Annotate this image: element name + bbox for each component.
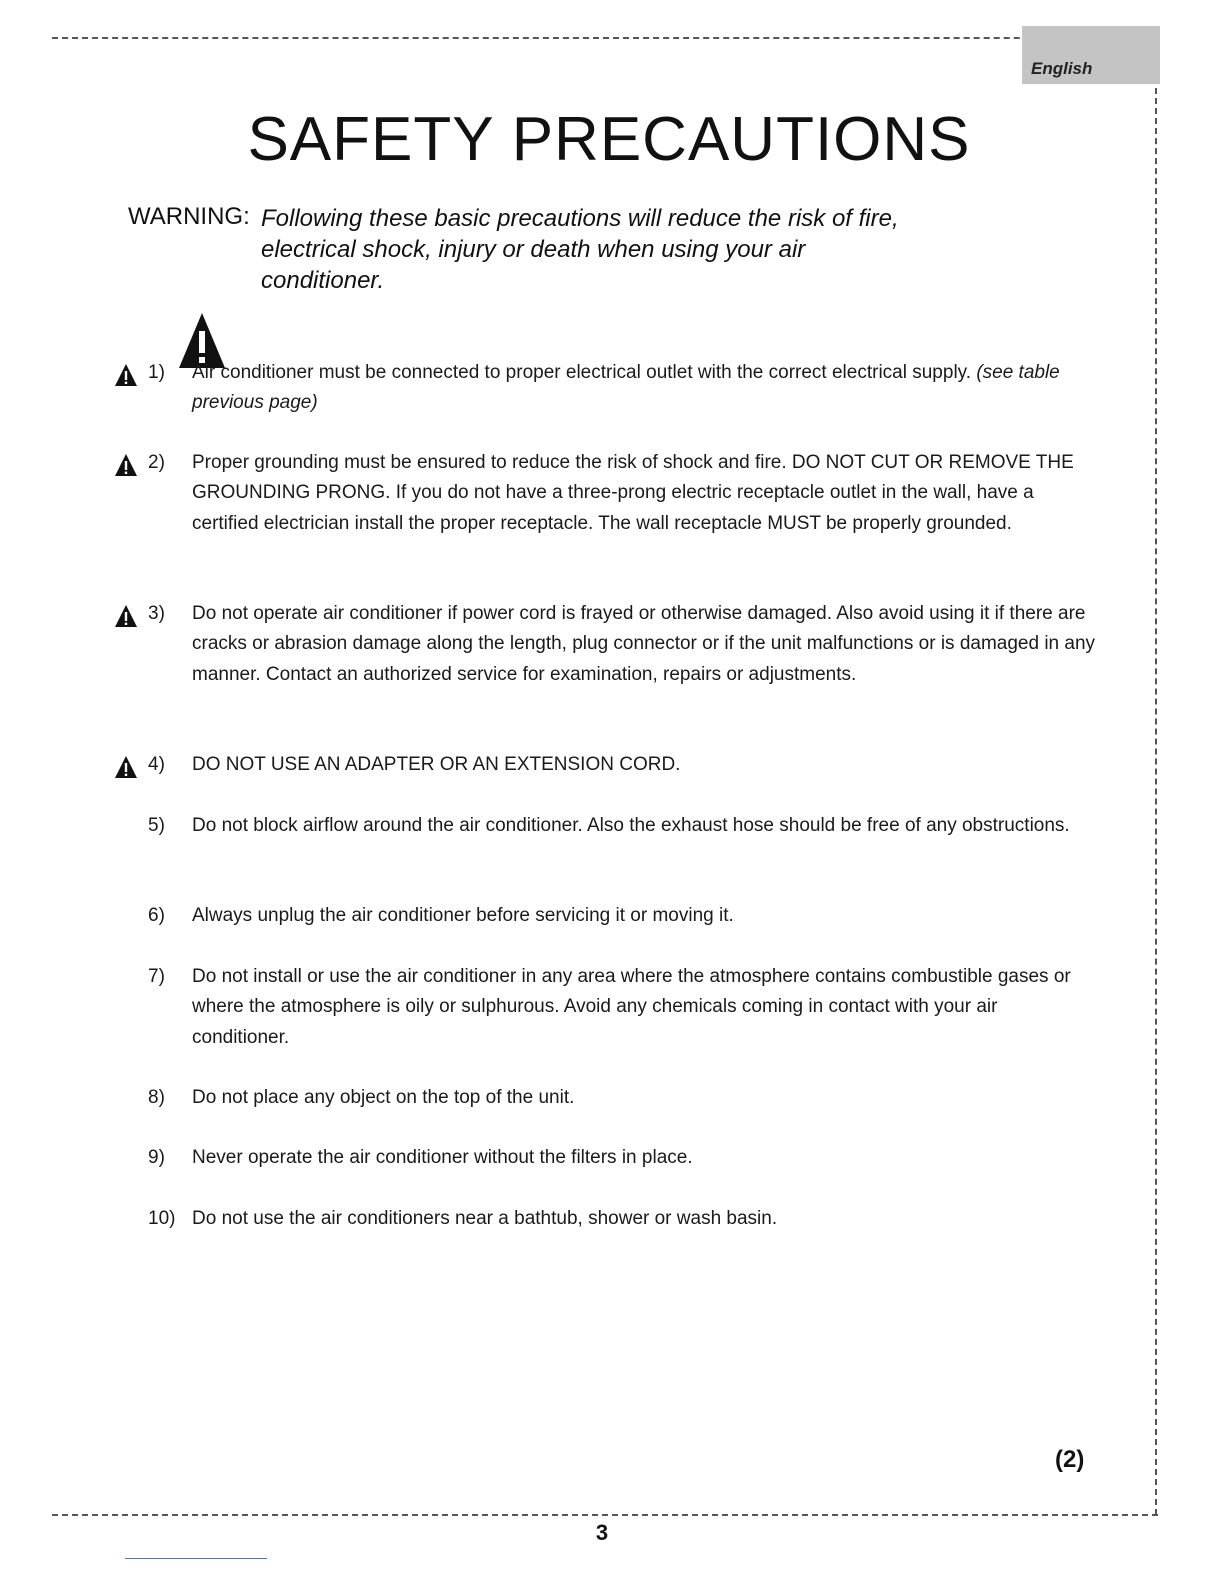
item-number: 10) [148,1208,176,1229]
warning-text: Following these basic precautions will reduce the risk of fire, electrical shock, injury or death when using your air conditioner. [261,205,899,294]
item-text: Do not place any object on the top of the unit. [192,1087,575,1108]
item-number: 2) [148,452,165,473]
language-tab [1022,26,1160,84]
section-page-number: (2) [1055,1446,1085,1473]
item-number: 4) [148,754,165,775]
right-dashed-border [1155,38,1157,1515]
item-number: 7) [148,966,165,987]
link-underline [125,1558,267,1559]
item-number: 1) [148,362,165,383]
item-note: (see table previous page) [192,362,1060,414]
language-label: English [1031,59,1093,78]
warning-triangle-icon [114,363,138,387]
item-number: 6) [148,905,165,926]
item-number: 9) [148,1147,165,1168]
item-text: Do not install or use the air conditioner in any area where the atmosphere contains combustible gases or where the atmosphere is oily or sulphurous. Avoid any chemicals coming in contact with your air conditioner. [192,966,1071,1048]
bottom-dashed-border [52,1514,1158,1516]
item-text: Always unplug the air conditioner before servicing it or moving it. [192,905,734,926]
warning-label: WARNING: [128,203,250,230]
item-number: 3) [148,603,165,624]
warning-triangle-icon [114,755,138,779]
warning-triangle-icon [114,604,138,628]
page-number: 3 [595,1520,609,1545]
item-number: 5) [148,815,165,836]
top-dashed-border [52,37,1160,39]
item-text: Air conditioner must be connected to proper electrical outlet with the correct electrical supply. (see table previous page) [192,362,1060,414]
item-text: Do not operate air conditioner if power cord is frayed or otherwise damaged. Also avoid using it if there are cracks or abrasion damage along the length, plug connector or if the unit malfunctions or is damaged in any manner. Contact an authorized service for examination, repairs or adjustments. [192,603,1096,685]
item-text: Proper grounding must be ensured to reduce the risk of shock and fire. DO NOT CUT OR REMOVE THE GROUNDING PRONG. If you do not have a three-prong electric receptacle outlet in the wall, have a certified electrician install the proper receptacle. The wall receptacle MUST be properly grounded. [192,452,1074,534]
item-text: Do not use the air conditioners near a bathtub, shower or wash basin. [192,1208,778,1229]
item-text: Do not block airflow around the air conditioner. Also the exhaust hose should be free of any obstructions. [192,815,1070,836]
item-number: 8) [148,1087,165,1108]
warning-triangle-icon [114,453,138,477]
item-text: Never operate the air conditioner without the filters in place. [192,1147,693,1168]
page-title: SAFETY PRECAUTIONS [247,105,971,174]
item-text: DO NOT USE AN ADAPTER OR AN EXTENSION CORD. [192,754,681,775]
